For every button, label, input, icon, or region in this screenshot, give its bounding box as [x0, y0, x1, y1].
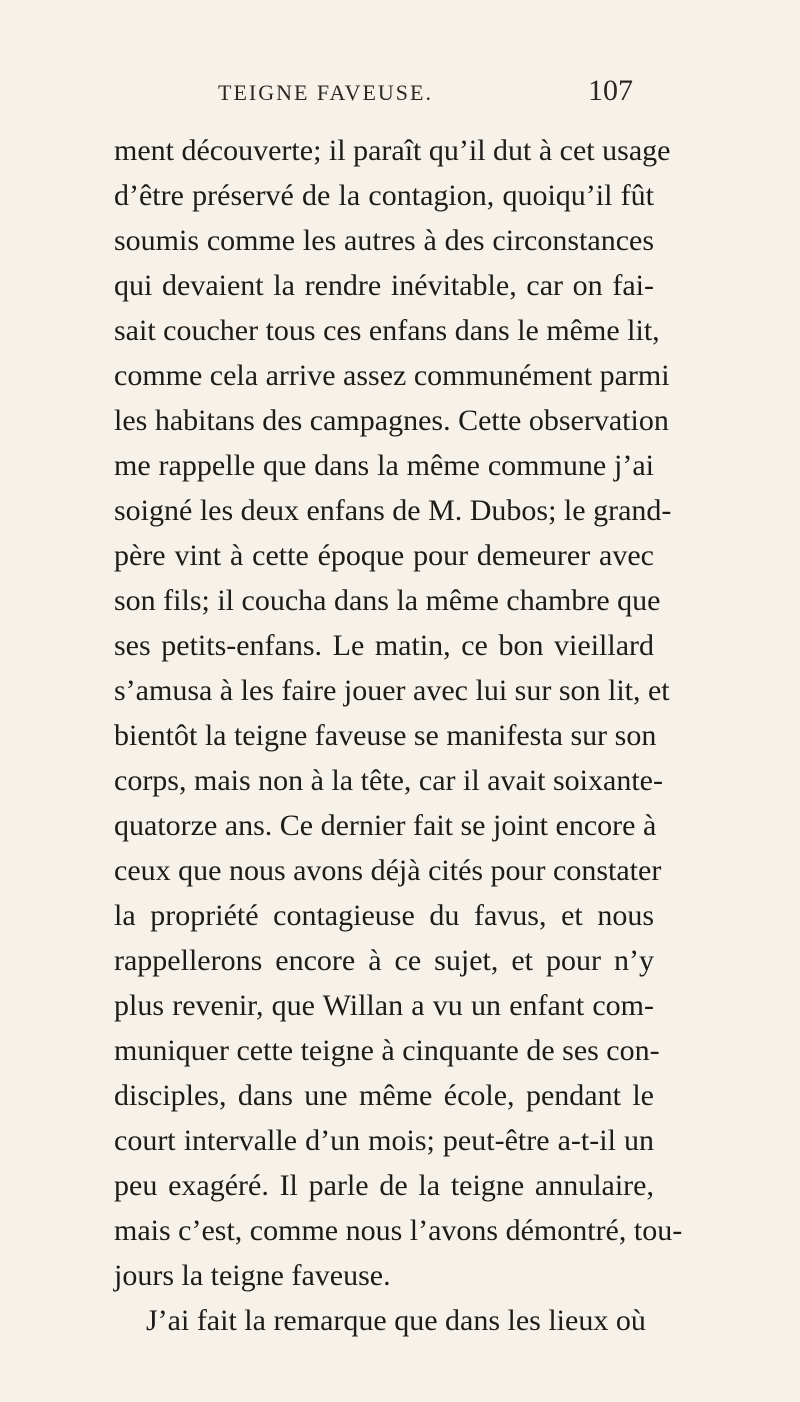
text-line: me rappelle que dans la même commune j’ai [114, 449, 654, 482]
text-line: muniquer cette teigne à cinquante de ses con- [114, 1034, 660, 1067]
text-line: corps, mais non à la tête, car il avait soixante- [114, 764, 663, 797]
page-number: 107 [588, 74, 633, 107]
text-line: la propriété contagieuse du favus, et nous [114, 899, 654, 932]
text-line: ses petits-enfans. Le matin, ce bon vieillard [114, 629, 654, 662]
text-line: son fils; il coucha dans la même chambre que [114, 584, 661, 617]
text-line: comme cela arrive assez communément parmi [114, 359, 670, 392]
text-line: soumis comme les autres à des circonstances [114, 224, 654, 257]
paragraph-start-line: J’ai fait la remarque que dans les lieux où [146, 1304, 646, 1337]
text-line: court intervalle d’un mois; peut-être a-t-il un [114, 1124, 654, 1157]
running-title: TEIGNE FAVEUSE. [218, 80, 433, 105]
text-line: sait coucher tous ces enfans dans le même lit, [114, 314, 660, 347]
text-line: plus revenir, que Willan a vu un enfant com- [114, 989, 654, 1022]
body-text [114, 128, 683, 1343]
text-line: père vint à cette époque pour demeurer avec [114, 539, 654, 572]
text-line: s’amusa à les faire jouer avec lui sur son lit, et [114, 674, 670, 707]
text-line: disciples, dans une même école, pendant le [114, 1079, 654, 1112]
text-line: jours la teigne faveuse. [114, 1259, 391, 1292]
text-line: qui devaient la rendre inévitable, car on fai- [114, 269, 654, 302]
text-line: les habitans des campagnes. Cette observation [114, 404, 669, 437]
text-line: ment découverte; il paraît qu’il dut à cet usage [114, 134, 671, 167]
text-line: ceux que nous avons déjà cités pour constater [114, 854, 662, 887]
text-line: bientôt la teigne faveuse se manifesta sur son [114, 719, 657, 752]
text-line: mais c’est, comme nous l’avons démontré, tou- [114, 1214, 683, 1247]
text-line: quatorze ans. Ce dernier fait se joint encore à [114, 809, 657, 842]
text-line: d’être préservé de la contagion, quoiqu’il fût [114, 179, 654, 212]
text-line: rappellerons encore à ce sujet, et pour n’y [114, 944, 654, 977]
text-line: peu exagéré. Il parle de la teigne annulaire, [114, 1169, 654, 1202]
text-line: soigné les deux enfans de M. Dubos; le grand- [114, 494, 672, 527]
